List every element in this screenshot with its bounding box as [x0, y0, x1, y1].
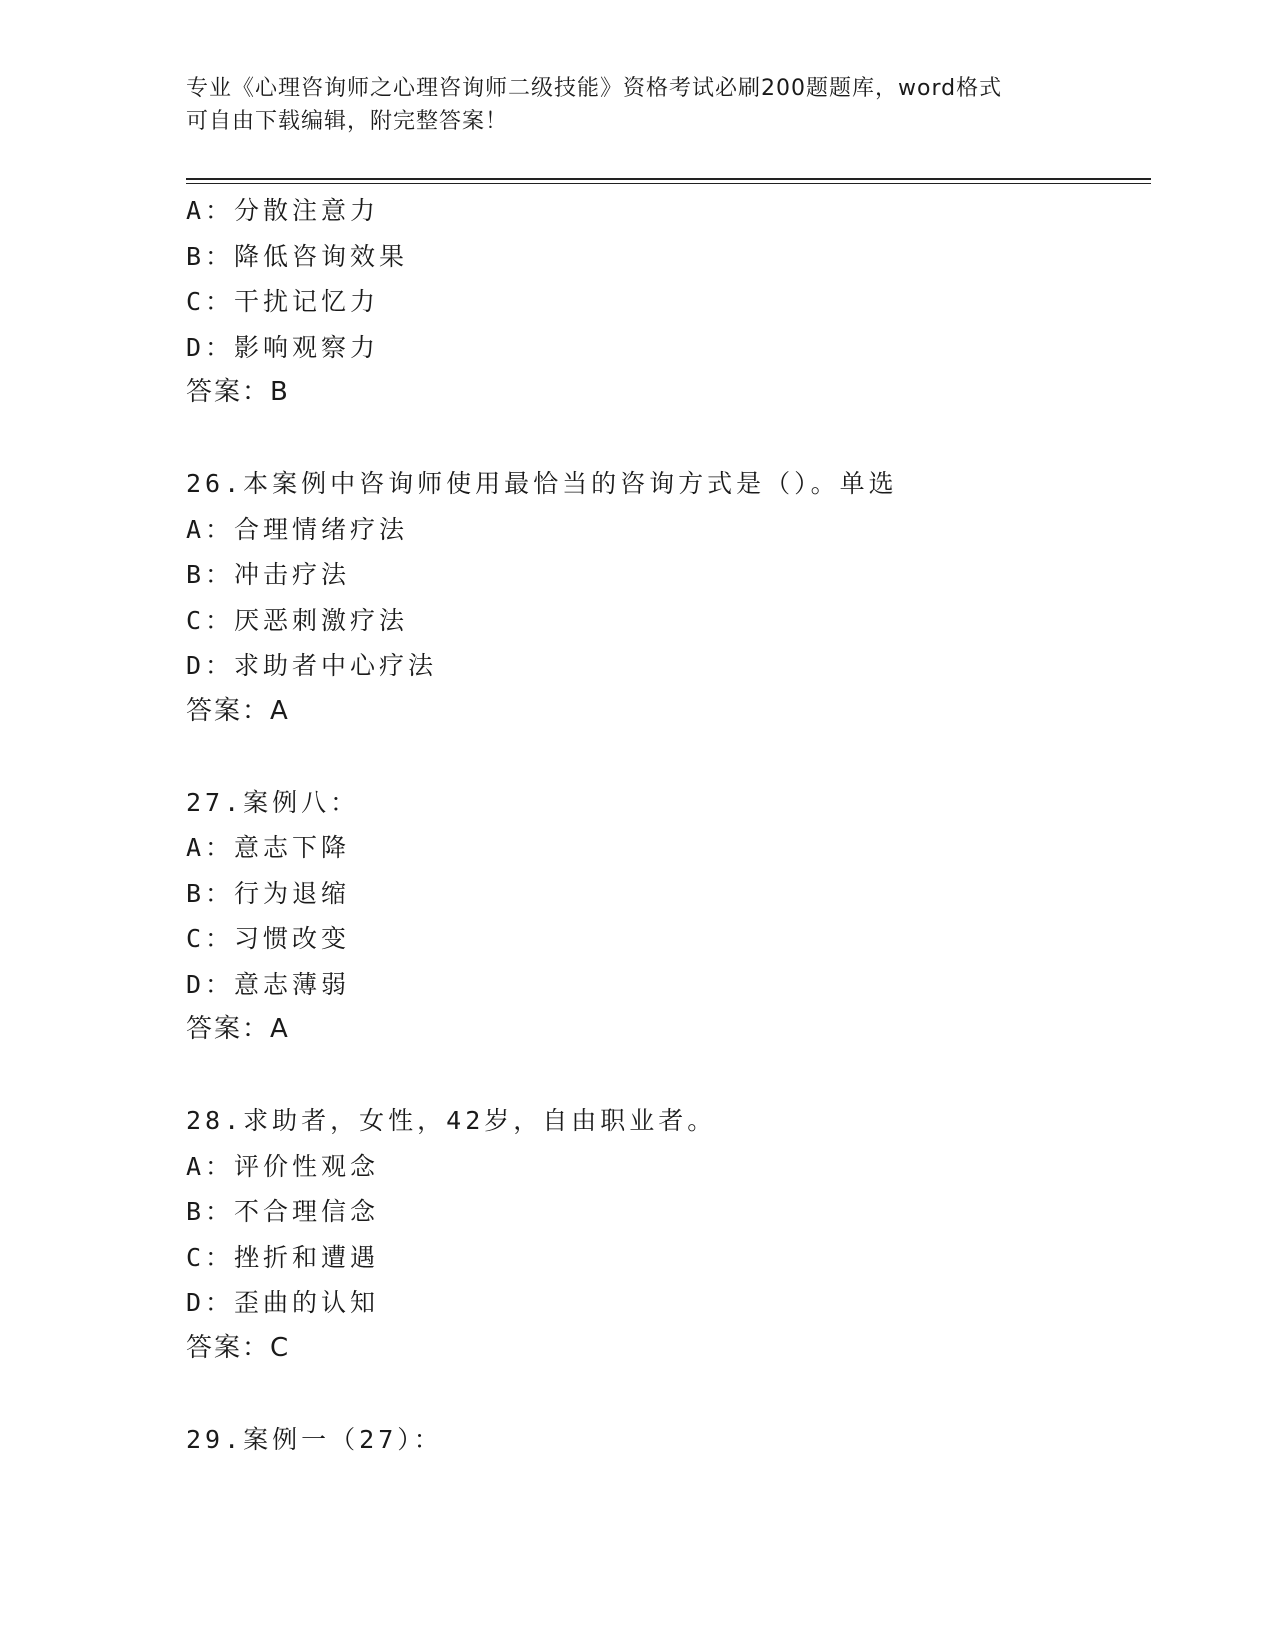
option-d: D：意志薄弱	[186, 969, 351, 999]
option-a: A：意志下降	[186, 833, 351, 862]
question-block-26	[186, 461, 1146, 734]
question-text: 26.本案例中咨询师使用最恰当的咨询方式是（）。单选	[186, 469, 898, 498]
option-c: C：厌恶刺激疗法	[186, 605, 409, 635]
spacer	[186, 734, 1146, 780]
header-line-2: 可自由下载编辑，附完整答案！	[186, 109, 509, 134]
question-block-25	[186, 188, 1146, 416]
option-d: D：影响观察力	[186, 332, 380, 362]
option-d: D：歪曲的认知	[186, 1288, 380, 1317]
option-c: C：干扰记忆力	[186, 287, 380, 316]
option-a: A：合理情绪疗法	[186, 514, 409, 544]
option-d: D：求助者中心疗法	[186, 651, 438, 680]
answer-line: 答案：A	[186, 695, 290, 726]
spacer	[186, 1371, 1146, 1417]
question-text: 28.求助者，女性，42岁，自由职业者。	[186, 1106, 717, 1135]
header-line-1: 专业《心理咨询师之心理咨询师二级技能》资格考试必刷200题题库，word格式	[186, 76, 1003, 101]
option-a: A：分散注意力	[186, 196, 380, 225]
option-b: B：降低咨询效果	[186, 241, 409, 271]
option-a: A：评价性观念	[186, 1151, 380, 1181]
option-b: B：不合理信念	[186, 1197, 380, 1226]
answer-line: 答案：B	[186, 377, 290, 407]
option-b: B：冲击疗法	[186, 560, 351, 589]
option-b: B：行为退缩	[186, 878, 351, 908]
question-block-29	[186, 1417, 1146, 1463]
header-rule-thin	[186, 183, 1151, 184]
option-c: C：挫折和遭遇	[186, 1242, 380, 1272]
question-block-27	[186, 780, 1146, 1053]
option-c: C：习惯改变	[186, 924, 351, 953]
spacer	[186, 1053, 1146, 1099]
header-rule-thick	[186, 178, 1151, 180]
question-block-28	[186, 1098, 1146, 1371]
answer-line: 答案：A	[186, 1014, 290, 1044]
question-list	[186, 188, 1146, 1462]
spacer	[186, 416, 1146, 462]
answer-line: 答案：C	[186, 1332, 291, 1363]
document-header	[186, 72, 1086, 138]
question-text: 29.案例一（27）：	[186, 1424, 443, 1454]
question-text: 27.案例八：	[186, 787, 360, 817]
